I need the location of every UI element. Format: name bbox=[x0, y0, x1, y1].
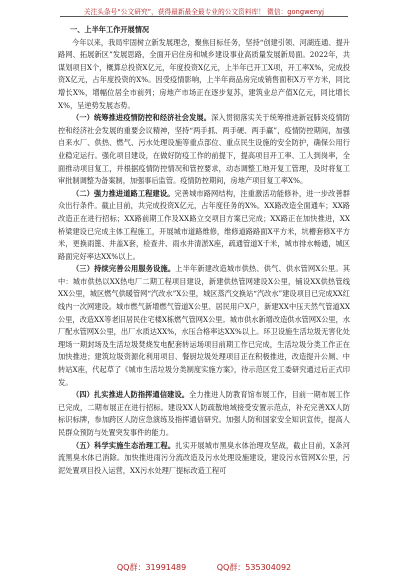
header-divider bbox=[60, 16, 348, 17]
document-body bbox=[58, 24, 350, 477]
footer-qq-group-2: QQ群：535304092 bbox=[216, 563, 292, 572]
intro-paragraph: 今年以来，我局牢固树立新发展理念，聚焦目标任务，坚持“创建引领、河湖连通、提升路网、拓展新区”发展思路，全面开启住房和城乡建设事业高质量发展新局面。2022年，共谋划项目X个，概算总投资X亿元，年度投资X亿元，上半年已开工X项，开工率X%，完成投资X亿元，占年度投资的X%。因受疫情影响，上半年商品房完成销售面积X万平方米，同比增长X%，增幅位居全市前列；房地产市场正在逐步复苏，建筑业总产值X亿元，同比增长X%，呈逆势发展态势。 bbox=[58, 37, 350, 110]
item-paragraph-5 bbox=[58, 440, 350, 478]
item-heading-3: （三）持续完善公用服务设施。 bbox=[72, 264, 176, 274]
item-body-5: 扎实开展城市黑臭水体治理攻坚战，截止目前，X条河流黑臭水体已消除。加快推进雨污分流改造及污水处理设施建设，建设污水管网X公里，污泥处置项目投入运营，XX污水处理厂提标改造工程可 bbox=[58, 440, 350, 475]
item-paragraph-4 bbox=[58, 389, 350, 439]
item-paragraph-2 bbox=[58, 188, 350, 264]
promo-banner: 关注头条号“公文研究”，获得最新最全最专业的公文资料库！ 微信：gongwenyj bbox=[83, 8, 325, 16]
item-body-2: 完善城市路网结构，注重激活功能修补，进一步改善群众出行条件。截止目前，共完成投资X亿元，占年度任务的X%。XX路改造全面通车；XX路改造正在进行招标；XX路前期工作及XX路立交项目方案已完成；XX路正在加快推进，XX桥梁建设已完成主体工程施工，开展城市道路维修，维修道路路面X平方米，坑槽套修X平方米，更换雨篦、井盖X套，检查井、雨水井清淤X座，疏通管道X千米，城市排水畅通，城区路面完好率达XX%以上。 bbox=[58, 188, 350, 261]
item-body-1: 深入贯彻落实关于统筹推进新冠肺炎疫情防控和经济社会发展的重要会议精神，坚持“两手抓、两手硬、两手赢”，疫情防控期间，加强自来水厂、供热、燃气、污水处理设施等重点部位、重点民生设施的安全防护，确保公用行业稳定运行。强化项目建设，在做好防疫工作的前提下，提高项目开工率、工人到岗率，全面推动项目复工，并根据疫情防控情况和管控要求，动态调整工地开复工管理，及时将复工审批制调整为备案制，加强事后监管。疫情防控期间，房地产项目复工率X%。 bbox=[58, 113, 350, 186]
footer-qq-group-1: QQ群：31991489 bbox=[116, 563, 187, 572]
item-heading-4: （四）扎实推进人防指挥通信建设。 bbox=[72, 390, 190, 400]
item-heading-1: （一）统筹推进疫情防控和经济社会发展。 bbox=[72, 113, 212, 123]
item-body-4: 全力推进人防教育馆布展工作，目前一期布展工作已完成，二期布展正在进行招标。建设XX人防疏散地域接受安置示范点，补充完善XX人防标识标牌，参加跨区人防应急演练及指挥通信研究。加强人防和国家安全知识宣传，提高人民群众预防与处置突发事件的能力。 bbox=[58, 390, 350, 437]
section-title: 一、上半年工作开展情况 bbox=[70, 25, 150, 34]
item-paragraph-1 bbox=[58, 112, 350, 188]
footer-contact bbox=[0, 562, 408, 573]
item-heading-2: （二）强力推进道路工程建设。 bbox=[72, 188, 175, 198]
item-heading-5: （五）科学实施生态治理工程。 bbox=[72, 440, 176, 450]
item-body-3: 上半年新建改造城市供热、供气、供水管网X公里。其中：城市供热以XX热电厂二期工程项目建设，新建供热管网建设X公里，铺设XX供热管线XX公里，城区燃气供暖管网“汽改水”X公里，城区蒸汽交换站“汽改水”建设项目已完成XX红线内一次网建设。城市燃气新增燃气管道X公里、居民用户X户，新建XX中压天然气管道XX公里，改造XX等老旧居民住宅楼X栋燃气管网X公里。城市供水新增改造供水管网X公里，水厂配水管网X公里，出厂水质达XX%，水压合格率达XX%以上。环卫设施生活垃圾无害化处理场一期封场及生活垃圾焚烧发电配套转运场项目前期工作已完成，生活垃圾分类工作正在加快推进；建筑垃圾资源化利用项目、餐厨垃圾处理项目正在积极推进，改造提升公厕、中转站X座，代起草了《城市生活垃圾分类制度实施方案》，待示范区党工委研究通过后正式印发。 bbox=[58, 264, 350, 387]
item-paragraph-3 bbox=[58, 263, 350, 389]
